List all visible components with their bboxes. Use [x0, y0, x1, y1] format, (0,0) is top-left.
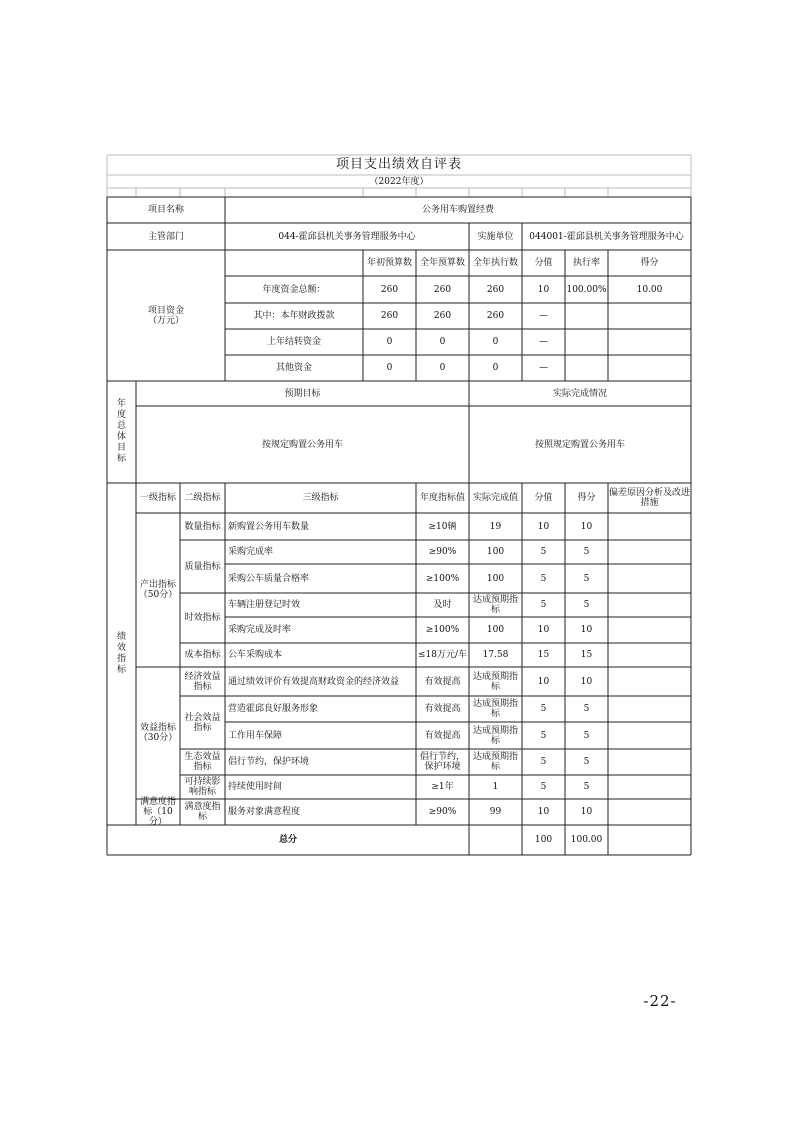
- perf-header: 偏差原因分析及改进措施: [609, 488, 691, 508]
- total-label: 总分: [278, 835, 297, 845]
- dept-value: 044-霍邱县机关事务管理服务中心: [278, 231, 416, 242]
- goal-label: 年度总体目标: [116, 399, 126, 464]
- impl-label: 实施单位: [477, 231, 514, 242]
- score-value-cell: 5: [540, 573, 547, 584]
- goal-expected-label: 预期目标: [284, 388, 321, 399]
- actual-cell: 达成预期指标: [472, 595, 518, 615]
- funds-cell: 10: [537, 284, 550, 295]
- funds-row-name: 其中：本年财政拨款: [253, 311, 335, 321]
- target-cell: ≥1年: [431, 782, 454, 792]
- funds-cell: —: [539, 337, 548, 347]
- score-value-cell: 10: [537, 807, 550, 817]
- level3-cell: 采购完成及时率: [228, 625, 292, 635]
- level1-cell: 产出指标 （50分）: [138, 580, 178, 600]
- actual-cell: 达成预期指标: [472, 752, 518, 772]
- score-value-cell: 5: [540, 782, 547, 792]
- score-value-cell: 5: [540, 600, 547, 610]
- level1-cell: 满意度指 标（10分）: [139, 797, 176, 827]
- funds-row-name: 年度资金总额：: [262, 284, 326, 295]
- funds-cell: 260: [380, 311, 399, 321]
- level3-cell: 工作用车保障: [228, 730, 283, 741]
- perf-header: 二级指标: [184, 493, 221, 503]
- goal-actual: 按照规定购置公务用车: [534, 439, 625, 450]
- level2-cell: 成本指标: [184, 650, 221, 660]
- page-title: 项目支出绩效自评表: [335, 157, 462, 172]
- funds-cell: 0: [439, 363, 446, 373]
- perf-header: 实际完成值: [472, 493, 518, 503]
- score-cell: 10: [580, 807, 593, 817]
- page-number: -22-: [643, 992, 677, 1010]
- score-value-cell: 5: [540, 757, 547, 767]
- level2-cell: 社会效益指标: [184, 712, 221, 733]
- actual-cell: 100: [486, 573, 505, 584]
- level2-cell: 可持续影响指标: [184, 777, 221, 797]
- score-cell: 5: [583, 704, 590, 714]
- perf-header: 得分: [577, 493, 596, 503]
- funds-cell: 260: [486, 284, 505, 295]
- target-cell: ≤18万元/车: [417, 650, 468, 660]
- score-cell: 5: [583, 757, 590, 767]
- goal-actual-label: 实际完成情况: [552, 388, 607, 399]
- funds-cell: 0: [386, 337, 393, 347]
- perf-header: 一级指标: [139, 493, 176, 503]
- perf-header: 三级指标: [302, 493, 339, 503]
- funds-header: 全年预算数: [419, 258, 465, 268]
- actual-cell: 达成预期指标: [472, 725, 518, 746]
- actual-cell: 99: [489, 807, 502, 817]
- target-cell: 倡行节约，保护环境: [419, 752, 465, 772]
- score-value-cell: 10: [537, 676, 550, 687]
- funds-cell: 260: [433, 284, 452, 295]
- funds-cell: 10.00: [636, 284, 663, 295]
- goal-label-cell: [107, 381, 136, 483]
- funds-header: 全年执行数: [472, 258, 518, 268]
- actual-cell: 17.58: [482, 650, 509, 660]
- target-cell: 有效提高: [424, 676, 461, 687]
- score-cell: 5: [583, 547, 590, 557]
- score-value-cell: 5: [540, 704, 547, 714]
- year-subtitle: （2022年度）: [369, 176, 429, 187]
- target-cell: 有效提高: [424, 730, 461, 741]
- actual-cell: 19: [489, 521, 502, 532]
- funds-cell: 0: [492, 337, 499, 347]
- funds-cell: 100.00%: [566, 284, 607, 295]
- actual-cell: 达成预期指标: [472, 671, 518, 692]
- score-value-cell: 15: [537, 650, 550, 660]
- perf-header: 分值: [534, 493, 553, 503]
- funds-cell: 0: [439, 337, 446, 347]
- target-cell: ≥90%: [428, 807, 457, 817]
- level3-cell: 采购公车质量合格率: [228, 573, 310, 584]
- level3-cell: 持续使用时间: [228, 782, 283, 792]
- level2-cell: 经济效益指标: [184, 671, 221, 692]
- level1-cell: 效益指标 （30分）: [138, 723, 178, 743]
- target-cell: ≥90%: [428, 547, 457, 557]
- funds-cell: —: [539, 311, 548, 321]
- perf-label: 绩效指标: [116, 632, 126, 675]
- score-cell: 5: [583, 600, 590, 610]
- funds-cell: 0: [386, 363, 393, 373]
- level2-cell: 生态效益指标: [184, 752, 221, 772]
- total-score-value: 100: [534, 835, 553, 845]
- score-value-cell: 5: [540, 547, 547, 557]
- score-cell: 10: [580, 625, 593, 635]
- actual-cell: 1: [492, 782, 499, 792]
- funds-header: 分值: [534, 258, 553, 268]
- actual-cell: 100: [486, 547, 505, 557]
- level2-cell: 时效指标: [184, 613, 221, 623]
- score-cell: 15: [580, 650, 593, 660]
- level3-cell: 通过绩效评价有效提高财政资金的经济效益: [228, 676, 400, 687]
- level3-cell: 营造霍邱良好服务形象: [228, 704, 319, 714]
- score-value-cell: 10: [537, 521, 550, 532]
- total-score: 100.00: [570, 835, 603, 845]
- score-cell: 5: [583, 730, 590, 741]
- funds-header: 得分: [640, 258, 659, 268]
- level2-cell: 满意度指标: [184, 802, 221, 822]
- level3-cell: 新购置公务用车数量: [228, 521, 310, 532]
- actual-cell: 100: [486, 625, 505, 635]
- project-name-value: 公务用车购置经费: [421, 205, 494, 215]
- level3-cell: 服务对象满意程度: [228, 807, 301, 817]
- target-cell: ≥10辆: [428, 521, 457, 532]
- funds-header: 执行率: [572, 258, 600, 268]
- score-value-cell: 10: [537, 625, 550, 635]
- score-cell: 10: [580, 521, 593, 532]
- level3-cell: 公车采购成本: [228, 650, 283, 660]
- funds-row-name: 其他资金: [275, 363, 312, 373]
- target-cell: ≥100%: [425, 625, 460, 635]
- funds-header: 年初预算数: [366, 258, 412, 268]
- target-cell: 有效提高: [424, 704, 461, 714]
- funds-cell: —: [539, 363, 548, 373]
- perf-label-cell: [107, 483, 136, 825]
- target-cell: ≥100%: [425, 573, 460, 584]
- dept-label: 主管部门: [147, 231, 184, 242]
- funds-cell: 260: [433, 311, 452, 321]
- target-cell: 及时: [433, 600, 452, 610]
- funds-cell: 260: [486, 311, 505, 321]
- goal-expected: 按规定购置公务用车: [261, 439, 343, 450]
- perf-header: 年度指标值: [419, 493, 465, 503]
- funds-cell: 0: [492, 363, 499, 373]
- level2-cell: 质量指标: [184, 561, 221, 572]
- level3-cell: 倡行节约，保护环境: [228, 757, 310, 767]
- level3-cell: 车辆注册登记时效: [228, 600, 301, 610]
- score-cell: 10: [580, 676, 593, 687]
- score-value-cell: 5: [540, 730, 547, 741]
- level3-cell: 采购完成率: [228, 547, 274, 557]
- score-cell: 5: [583, 782, 590, 792]
- funds-row-name: 上年结转资金: [266, 337, 321, 347]
- project-name-label: 项目名称: [147, 205, 184, 215]
- level2-cell: 数量指标: [184, 521, 221, 532]
- funds-label: 项目资金 （万元）: [147, 305, 184, 326]
- score-cell: 5: [583, 573, 590, 584]
- impl-value: 044001-霍邱县机关事务管理服务中心: [529, 231, 684, 242]
- actual-cell: 达成预期指标: [472, 699, 518, 719]
- funds-cell: 260: [380, 284, 399, 295]
